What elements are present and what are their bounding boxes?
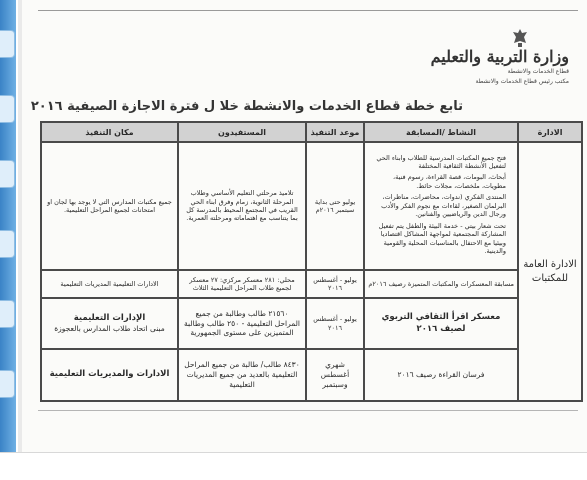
- place-main: الإدارات التعليمية: [73, 313, 146, 324]
- activity-item: أبحاث، البومات، قصة القراءة، رسوم فنية، مطويات، ملخصات، مجلات حائط.: [393, 173, 506, 190]
- window-side-panel: [0, 0, 16, 452]
- page-title: تابع خطة قطاع الخدمات والانشطة خلا ل فترة الاجازة الصيفية ٢٠١٦: [30, 99, 463, 114]
- place-cell: الادارات والمديريات التعليمية: [41, 349, 178, 401]
- date-cell: يوليو حتى بداية سبتمبر ٢٠١٦م: [306, 142, 364, 270]
- plan-table: [40, 121, 583, 402]
- beneficiaries-cell: محلي: ٢٨١ معسكر مركزي: ٢٧ معسكر لجميع طلاب المراحل التعليمية الثلاث: [178, 270, 306, 298]
- side-tab[interactable]: [0, 95, 15, 123]
- activity-cell: فرسان القراءة رصيف ٢٠١٦: [364, 349, 518, 401]
- sector-name: قطاع الخدمات والانشطة: [507, 68, 569, 75]
- activity-cell: مسابقة المعسكرات والمكتبات المتميزة رصيف ٢٠١٦م: [364, 270, 518, 298]
- header-date: موعد التنفيذ: [306, 122, 364, 142]
- date-cell: شهري أغسطس وسبتمبر: [306, 349, 364, 401]
- header-admin: الادارة: [518, 122, 582, 142]
- place-sub: مبنى اتحاد طلاب المدارس بالعجوزة: [54, 324, 165, 334]
- activity-item: المنتدى الفكري (ندوات، محاضرات، مناظرات، البرلمان الصغير، لقاءات مع نجوم الفكر والأدب ورجال الدين والرياضيين والفنانين.: [381, 193, 506, 219]
- header-beneficiaries: المستفيدون: [178, 122, 306, 142]
- table-row: [41, 142, 582, 270]
- page-edge: [18, 0, 22, 452]
- viewer-footer: [0, 452, 587, 480]
- date-cell: يوليو - أغسطس ٢٠١٦: [306, 298, 364, 349]
- bottom-divider: [38, 410, 578, 411]
- activity-cell: معسكر اقرأ الثقافي التربوي لصيف ٢٠١٦: [364, 298, 518, 349]
- header-place: مكان التنفيذ: [41, 122, 178, 142]
- office-name: مكتب رئيس قطاع الخدمات والانشطة: [475, 78, 569, 85]
- side-tab[interactable]: [0, 370, 15, 398]
- table-row: [41, 298, 582, 349]
- side-tab[interactable]: [0, 30, 15, 58]
- admin-cell: الادارة العامة للمكتبات: [518, 142, 582, 401]
- place-cell: الادارات التعليمية المديريات التعليمية: [41, 270, 178, 298]
- table-row: [41, 349, 582, 401]
- top-divider: [38, 10, 578, 11]
- header-activity: النشاط /المسابقة: [364, 122, 518, 142]
- document-page: [18, 0, 587, 452]
- beneficiaries-cell: تلاميذ مرحلتي التعليم الأساسي وطلاب المرحلة الثانوية، زمام وفرق ابناء الحي القريب في المجتمع المحيط بالمدرسة كل بما يتناسب مع اهتماماته ومرحلته العمرية.: [178, 142, 306, 270]
- table-header-row: [41, 122, 582, 142]
- ministry-name: وزارة التربية والتعليم: [430, 47, 569, 66]
- activity-item: تحت شعار بيتي - خدمة البيئة والطفل يتم تفعيل المشاركة المجتمعية لمواجهة المشاكل اقتصاديا وبيئيا مع الاحتفال بالمناسبات المحلية والقومية والدينية.: [378, 221, 506, 255]
- beneficiaries-cell: ٨٤٣٠ طالب/ طالبة من جميع المراحل التعليمية بالعديد من جميع المديريات التعليمية: [178, 349, 306, 401]
- side-tab[interactable]: [0, 160, 15, 188]
- beneficiaries-cell: ٢١٥٦٠ طالب وطالبة من جميع المراحل التعليمية - ٢٥٠ طالب وطالبة المتميزين على مستوى الجمهورية: [178, 298, 306, 349]
- place-cell: [41, 298, 178, 349]
- table-row: [41, 270, 582, 298]
- date-cell: يوليو - أغسطس ٢٠١٦: [306, 270, 364, 298]
- eagle-emblem-icon: [511, 28, 529, 48]
- activity-item: فتح جميع المكتبات المدرسية للطلاب وابناء الحي لتفعيل الأنشطة الثقافية المختلفة: [376, 153, 506, 171]
- side-tab[interactable]: [0, 230, 15, 258]
- side-tab[interactable]: [0, 300, 15, 328]
- place-cell: جميع مكتبات المدارس التي لا يوجد بها لجان او امتحانات لجميع المراحل التعليمية.: [41, 142, 178, 270]
- activity-cell: [364, 142, 518, 270]
